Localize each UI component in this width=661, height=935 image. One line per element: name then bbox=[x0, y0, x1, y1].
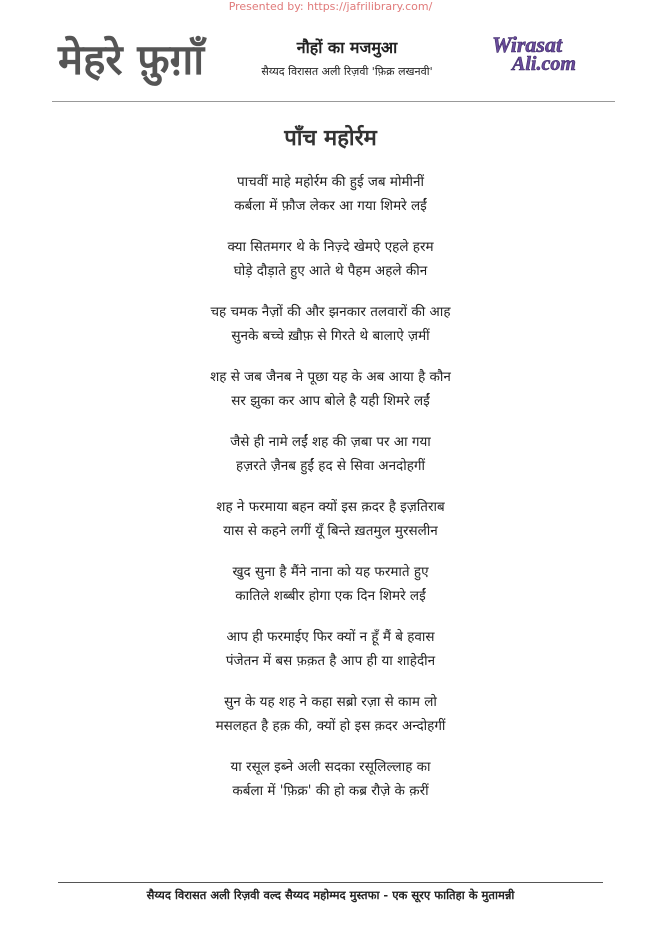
verse-line: शह ने फरमाया बहन क्यों इस क़दर है इज़तिराब bbox=[216, 499, 445, 515]
footer-divider bbox=[58, 882, 603, 883]
header-center bbox=[222, 36, 472, 79]
verse-line: सर झुका कर आप बोले है यही शिमरे लईं bbox=[231, 393, 430, 409]
header-divider bbox=[52, 101, 615, 102]
verse-line: हज़रते ज़ैनब हुईं हद से सिवा अनदोहगीं bbox=[236, 458, 425, 474]
stanza bbox=[0, 300, 661, 348]
verse-line: शह से जब जैनब ने पूछा यह के अब आया है कौन bbox=[210, 369, 451, 385]
wirasat-ali-logo[interactable] bbox=[490, 34, 610, 74]
logo-line1: Wirasat bbox=[492, 34, 563, 57]
presented-by-link[interactable]: Presented by: https://jafrilibrary.com/ bbox=[228, 0, 433, 13]
verse-line: आप ही फरमाईए फिर क्यों न हूँ मैं बे हवास bbox=[226, 629, 435, 645]
stanza bbox=[0, 560, 661, 608]
verse-line: या रसूल इब्ने अली सदका रसूलिल्लाह का bbox=[230, 759, 431, 775]
stanza bbox=[0, 690, 661, 738]
verse-line: सुन के यह शह ने कहा सब्रो रज़ा से काम लो bbox=[224, 694, 437, 710]
verse-line: जैसे ही नामे लईं शह की ज़बा पर आ गया bbox=[230, 434, 431, 450]
verse-line: कातिले शब्बीर होगा एक दिन शिमरे लईं bbox=[235, 588, 426, 604]
verse-line: पाचवीं माहे महोर्रम की हुई जब मोमीनीं bbox=[236, 174, 425, 190]
stanza bbox=[0, 235, 661, 283]
author-name: सैय्यद विरासत अली रिज़वी 'फ़िक्र लखनवी' bbox=[261, 65, 433, 78]
poem-title: पाँच महोर्रम bbox=[284, 126, 377, 151]
verse-line: घोड़े दौड़ाते हुए आते थे पैहम अहले कीन bbox=[233, 263, 428, 279]
collection-title: नौहों का मजमुआ bbox=[296, 38, 398, 57]
stanza bbox=[0, 495, 661, 543]
stanza bbox=[0, 430, 661, 478]
stanza bbox=[0, 170, 661, 218]
verse-line: कर्बला में 'फ़िक्र' की हो कब्र रौज़े के क़रीं bbox=[232, 783, 429, 799]
verse-line: सुनके बच्चे ख़ौफ़ से गिरते थे बालाऐ ज़मीं bbox=[231, 328, 430, 344]
logo-line2: Ali.com bbox=[512, 53, 576, 74]
footer-text: सैय्यद विरासत अली रिज़वी वल्द सैय्यद महोम्मद मुस्तफा - एक सूरए फातिहा के मुतामन्नी bbox=[146, 888, 515, 902]
verse-line: चह चमक नैज़ों की और झनकार तलवारों की आह bbox=[210, 304, 451, 320]
verse-line: यास से कहने लगीं यूँ बिन्ते ख़तमुल मुरसलीन bbox=[223, 523, 438, 539]
stanza bbox=[0, 365, 661, 413]
verse-line: मसलहत है हक़ की, क्यों हो इस क़दर अन्दोहगीं bbox=[215, 718, 446, 734]
book-title: मेहरे फ़ुग़ाँ bbox=[58, 35, 205, 84]
verse-line: खुद सुना है मैंने नाना को यह फरमाते हुए bbox=[232, 564, 429, 580]
verse-line: क्या सितमगर थे के निज़्दे खेमऐ एहले हरम bbox=[227, 239, 434, 255]
stanza bbox=[0, 625, 661, 673]
poem-body bbox=[0, 170, 661, 820]
stanza bbox=[0, 755, 661, 803]
verse-line: कर्बला में फ़ौज लेकर आ गया शिमरे लईं bbox=[234, 198, 427, 214]
verse-line: पंजेतन में बस फ़क़त है आप ही या शाहेदीन bbox=[225, 653, 436, 669]
